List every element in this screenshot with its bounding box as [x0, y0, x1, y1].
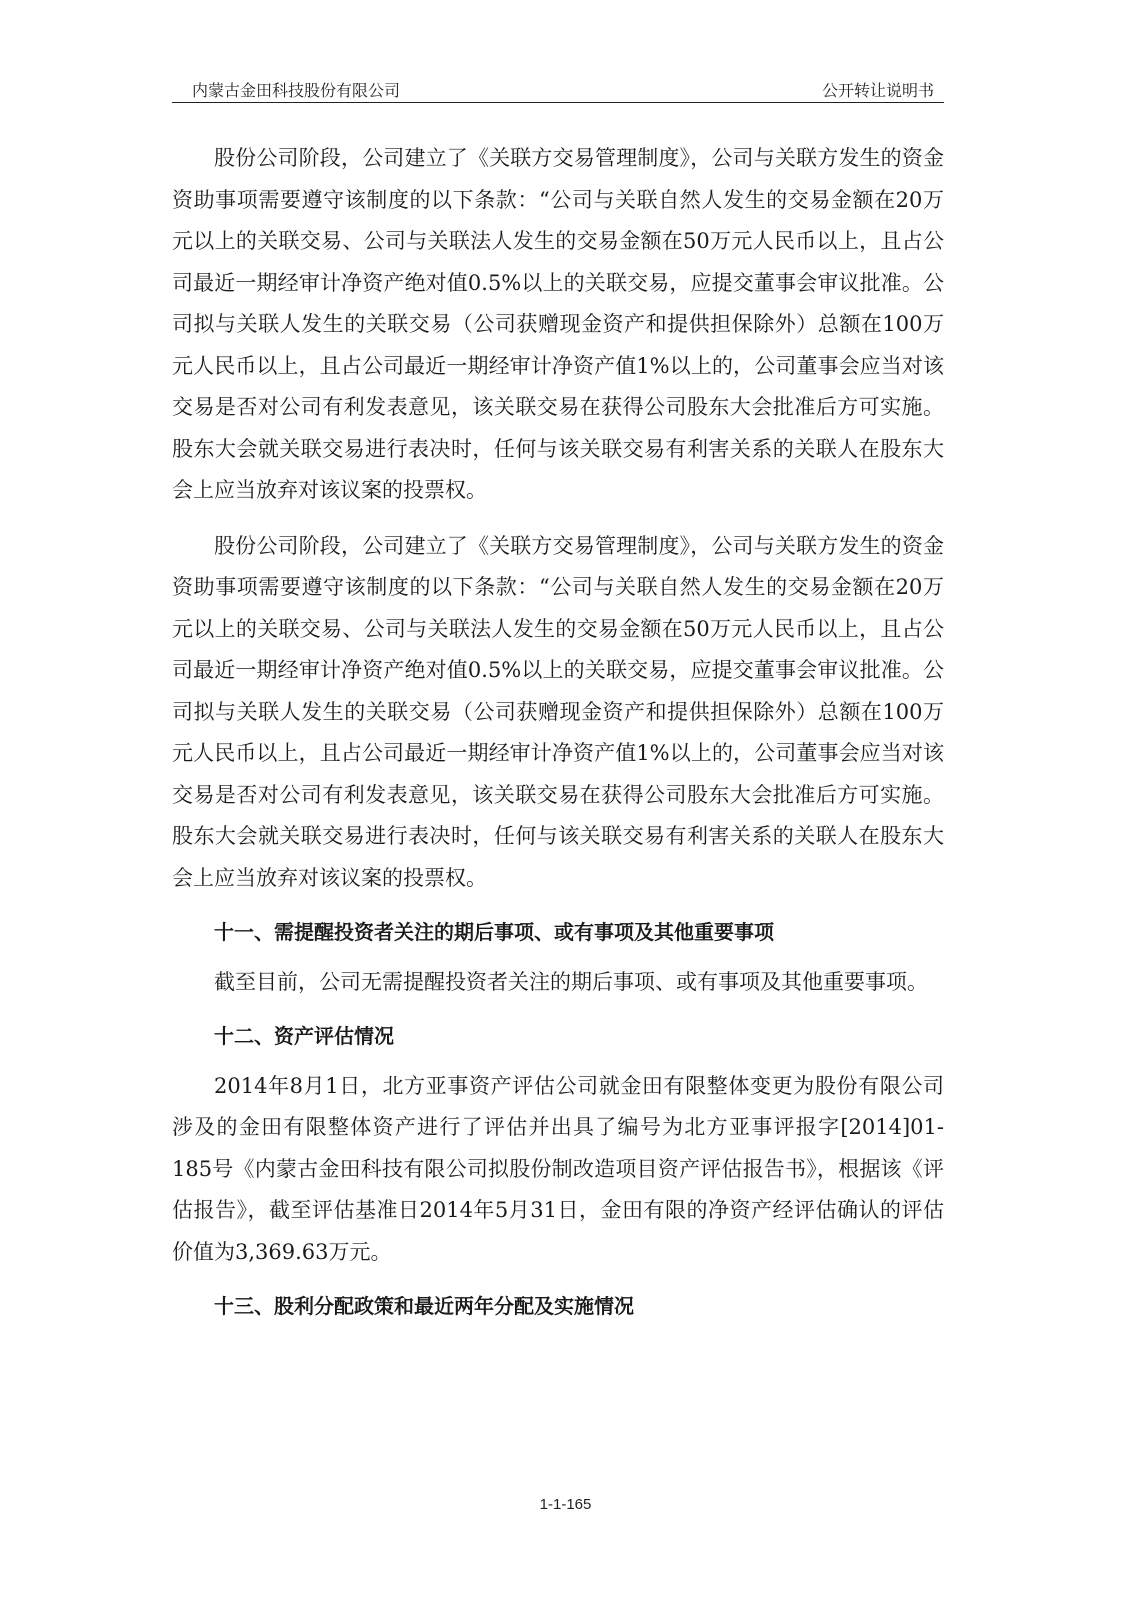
page-header — [172, 72, 944, 103]
header-document-title: 公开转让说明书 — [821, 81, 934, 100]
section-heading-13: 十三、股利分配政策和最近两年分配及实施情况 — [214, 1294, 634, 1318]
document-body — [172, 138, 944, 1328]
page-number: 1-1-165 — [539, 1496, 592, 1513]
section-heading-11: 十一、需提醒投资者关注的期后事项、或有事项及其他重要事项 — [214, 920, 774, 944]
paragraph-related-party-policy-1: 股份公司阶段，公司建立了《关联方交易管理制度》，公司与关联方发生的资金资助事项需要遵守该制度的以下条款：“公司与关联自然人发生的交易金额在20万元以上的关联交易、公司与关联法人发生的交易金额在50万元人民币以上，且占公司最近一期经审计净资产绝对值0.5%以上的关联交易，应提交董事会审议批准。公司拟与关联人发生的关联交易（公司获赠现金资产和提供担保除外）总额在100万元人民币以上，且占公司最近一期经审计净资产值1%以上的，公司董事会应当对该交易是否对公司有利发表意见，该关联交易在获得公司股东大会批准后方可实施。股东大会就关联交易进行表决时，任何与该关联交易有利害关系的关联人在股东大会上应当放弃对该议案的投票权。 — [172, 146, 944, 502]
paragraph-related-party-policy-2: 股份公司阶段，公司建立了《关联方交易管理制度》，公司与关联方发生的资金资助事项需要遵守该制度的以下条款：“公司与关联自然人发生的交易金额在20万元以上的关联交易、公司与关联法人发生的交易金额在50万元人民币以上，且占公司最近一期经审计净资产绝对值0.5%以上的关联交易，应提交董事会审议批准。公司拟与关联人发生的关联交易（公司获赠现金资产和提供担保除外）总额在100万元人民币以上，且占公司最近一期经审计净资产值1%以上的，公司董事会应当对该交易是否对公司有利发表意见，该关联交易在获得公司股东大会批准后方可实施。股东大会就关联交易进行表决时，任何与该关联交易有利害关系的关联人在股东大会上应当放弃对该议案的投票权。 — [172, 533, 944, 890]
section-heading-12: 十二、资产评估情况 — [214, 1024, 394, 1048]
paragraph-subsequent-events: 截至目前，公司无需提醒投资者关注的期后事项、或有事项及其他重要事项。 — [214, 969, 928, 994]
header-company-name: 内蒙古金田科技股份有限公司 — [192, 81, 401, 100]
paragraph-asset-valuation: 2014年8月1日，北方亚事资产评估公司就金田有限整体变更为股份有限公司涉及的金田有限整体资产进行了评估并出具了编号为北方亚事评报字[2014]01-185号《内蒙古金田科技有限公司拟股份制改造项目资产评估报告书》，根据该《评估报告》，截至评估基准日2014年5月31日，金田有限的净资产经评估确认的评估价值为3,369.63万元。 — [172, 1073, 944, 1264]
